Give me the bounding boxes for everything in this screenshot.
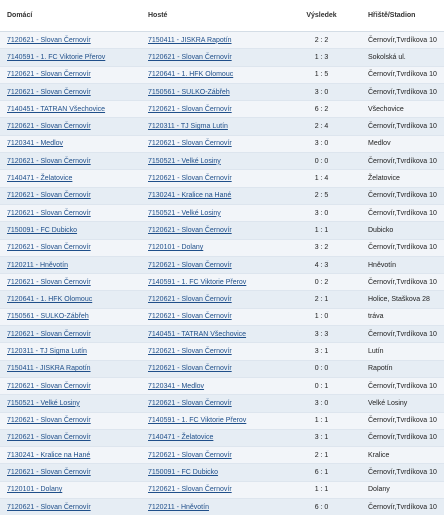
home-team-link[interactable]: 7120621 - Slovan Černovír — [7, 434, 91, 442]
home-team-link[interactable]: 7120621 - Slovan Černovír — [7, 36, 91, 44]
column-header-venue[interactable]: Hřiště/Stadion — [361, 0, 444, 32]
venue-cell: Dolany — [361, 481, 444, 498]
away-cell — [141, 170, 282, 187]
away-cell — [141, 412, 282, 429]
home-cell — [0, 170, 141, 187]
table-row — [0, 222, 444, 239]
away-team-link[interactable]: 7150091 - FC Dubicko — [148, 469, 219, 477]
table-row — [0, 274, 444, 291]
table-row — [0, 66, 444, 83]
table-row — [0, 377, 444, 394]
away-cell — [141, 308, 282, 325]
away-team-link[interactable]: 7150561 - SULKO-Zábřeh — [148, 88, 230, 96]
home-cell — [0, 135, 141, 152]
home-cell — [0, 118, 141, 135]
home-team-link[interactable]: 7120621 - Slovan Černovír — [7, 417, 91, 425]
home-cell — [0, 239, 141, 256]
home-cell — [0, 499, 141, 516]
result-score: 3 : 3 — [282, 326, 361, 343]
home-team-link[interactable]: 7150521 - Velké Losiny — [7, 399, 80, 407]
venue-cell: Černovír,Tvrdíkova 10 — [361, 204, 444, 221]
table-row — [0, 187, 444, 204]
result-score: 4 : 3 — [282, 256, 361, 273]
venue-cell: tráva — [361, 308, 444, 325]
away-team-link[interactable]: 7120621 - Slovan Černovír — [148, 313, 232, 321]
table-row — [0, 499, 444, 516]
home-team-link[interactable]: 7120621 - Slovan Černovír — [7, 244, 91, 252]
home-team-link[interactable]: 7120101 - Dolany — [7, 486, 63, 494]
away-team-link[interactable]: 7120621 - Slovan Černovír — [148, 451, 232, 459]
home-cell — [0, 187, 141, 204]
home-cell — [0, 153, 141, 170]
away-team-link[interactable]: 7120621 - Slovan Černovír — [148, 399, 232, 407]
venue-cell: Černovír,Tvrdíkova 10 — [361, 464, 444, 481]
away-team-link[interactable]: 7120621 - Slovan Černovír — [148, 140, 232, 148]
away-cell — [141, 32, 282, 49]
away-cell — [141, 499, 282, 516]
table-row — [0, 412, 444, 429]
column-header-away[interactable]: Hosté — [141, 0, 282, 32]
away-cell — [141, 481, 282, 498]
venue-cell: Kralice — [361, 447, 444, 464]
venue-cell: Všechovice — [361, 101, 444, 118]
home-cell — [0, 412, 141, 429]
away-team-link[interactable]: 7150411 - JISKRA Rapotín — [148, 36, 232, 44]
venue-cell: Černovír,Tvrdíkova 10 — [361, 274, 444, 291]
away-cell — [141, 204, 282, 221]
result-score: 1 : 5 — [282, 66, 361, 83]
away-team-link[interactable]: 7120211 - Hněvotín — [148, 503, 209, 511]
result-score: 3 : 0 — [282, 395, 361, 412]
venue-cell: Černovír,Tvrdíkova 10 — [361, 66, 444, 83]
column-header-result[interactable]: Výsledek — [282, 0, 361, 32]
away-cell — [141, 343, 282, 360]
result-score: 2 : 4 — [282, 118, 361, 135]
away-team-link[interactable]: 7120621 - Slovan Černovír — [148, 53, 232, 61]
home-team-link[interactable]: 7120621 - Slovan Černovír — [7, 71, 91, 79]
table-row — [0, 256, 444, 273]
venue-cell: Medlov — [361, 135, 444, 152]
away-team-link[interactable]: 7120621 - Slovan Černovír — [148, 261, 232, 269]
table-row — [0, 239, 444, 256]
result-score: 3 : 0 — [282, 83, 361, 100]
result-score: 3 : 1 — [282, 429, 361, 446]
venue-cell: Rapotín — [361, 360, 444, 377]
venue-cell: Velké Losiny — [361, 395, 444, 412]
venue-cell: Lutín — [361, 343, 444, 360]
table-row — [0, 135, 444, 152]
home-cell — [0, 343, 141, 360]
table-row — [0, 32, 444, 49]
result-score: 3 : 2 — [282, 239, 361, 256]
home-team-link[interactable]: 7120621 - Slovan Černovír — [7, 503, 91, 511]
away-cell — [141, 291, 282, 308]
away-team-link[interactable]: 7120621 - Slovan Černovír — [148, 296, 232, 304]
home-cell — [0, 429, 141, 446]
away-cell — [141, 83, 282, 100]
home-cell — [0, 32, 141, 49]
home-team-link[interactable]: 7120341 - Medlov — [7, 140, 64, 148]
home-cell — [0, 101, 141, 118]
venue-cell: Dubicko — [361, 222, 444, 239]
table-row — [0, 204, 444, 221]
away-cell — [141, 118, 282, 135]
result-score: 1 : 1 — [282, 222, 361, 239]
result-score: 3 : 0 — [282, 204, 361, 221]
table-header-row — [0, 0, 444, 32]
venue-cell: Černovír,Tvrdíkova 10 — [361, 187, 444, 204]
venue-cell: Černovír,Tvrdíkova 10 — [361, 153, 444, 170]
away-team-link[interactable]: 7120621 - Slovan Černovír — [148, 175, 232, 183]
home-team-link[interactable]: 7150411 - JISKRA Rapotín — [7, 365, 91, 373]
away-team-link[interactable]: 7130241 - Kralice na Hané — [148, 192, 232, 200]
away-cell — [141, 326, 282, 343]
home-cell — [0, 66, 141, 83]
venue-cell: Černovír,Tvrdíkova 10 — [361, 32, 444, 49]
home-team-link[interactable]: 7140451 - TATRAN Všechovice — [7, 105, 106, 113]
result-score: 1 : 1 — [282, 412, 361, 429]
home-team-link[interactable]: 7120211 - Hněvotín — [7, 261, 68, 269]
home-cell — [0, 447, 141, 464]
venue-cell: Černovír,Tvrdíkova 10 — [361, 377, 444, 394]
result-score: 2 : 1 — [282, 447, 361, 464]
home-cell — [0, 326, 141, 343]
away-team-link[interactable]: 7120621 - Slovan Černovír — [148, 105, 232, 113]
home-team-link[interactable]: 7120621 - Slovan Černovír — [7, 123, 91, 131]
home-cell — [0, 464, 141, 481]
away-team-link[interactable]: 7150521 - Velké Losiny — [148, 209, 221, 217]
home-team-link[interactable]: 7120621 - Slovan Černovír — [7, 278, 91, 286]
away-cell — [141, 377, 282, 394]
result-score: 1 : 3 — [282, 49, 361, 66]
away-cell — [141, 256, 282, 273]
venue-cell: Holice, Staškova 28 — [361, 291, 444, 308]
result-score: 1 : 4 — [282, 170, 361, 187]
away-cell — [141, 429, 282, 446]
home-team-link[interactable]: 7120311 - TJ Sigma Lutín — [7, 347, 87, 355]
home-team-link[interactable]: 7120621 - Slovan Černovír — [7, 382, 91, 390]
result-score: 1 : 1 — [282, 481, 361, 498]
result-score: 6 : 1 — [282, 464, 361, 481]
result-score: 0 : 0 — [282, 360, 361, 377]
away-cell — [141, 101, 282, 118]
home-team-link[interactable]: 7150561 - SULKO-Zábřeh — [7, 313, 89, 321]
result-score: 0 : 0 — [282, 153, 361, 170]
away-team-link[interactable]: 7140471 - Želatovice — [148, 434, 214, 442]
away-team-link[interactable]: 7150521 - Velké Losiny — [148, 157, 221, 165]
results-body — [0, 32, 444, 516]
home-team-link[interactable]: 7140471 - Želatovice — [7, 175, 73, 183]
venue-cell: Černovír,Tvrdíkova 10 — [361, 326, 444, 343]
result-score: 0 : 1 — [282, 377, 361, 394]
away-team-link[interactable]: 7120621 - Slovan Černovír — [148, 486, 232, 494]
table-row — [0, 429, 444, 446]
away-cell — [141, 66, 282, 83]
away-team-link[interactable]: 7120621 - Slovan Černovír — [148, 365, 232, 373]
home-cell — [0, 395, 141, 412]
result-score: 3 : 0 — [282, 135, 361, 152]
away-cell — [141, 49, 282, 66]
venue-cell: Černovír,Tvrdíkova 10 — [361, 83, 444, 100]
away-team-link[interactable]: 7120621 - Slovan Černovír — [148, 226, 232, 234]
home-cell — [0, 481, 141, 498]
away-team-link[interactable]: 7120101 - Dolany — [148, 244, 204, 252]
venue-cell: Černovír,Tvrdíkova 10 — [361, 499, 444, 516]
table-row — [0, 481, 444, 498]
home-cell — [0, 274, 141, 291]
away-team-link[interactable]: 7140451 - TATRAN Všechovice — [148, 330, 247, 338]
home-team-link[interactable]: 7120621 - Slovan Černovír — [7, 469, 91, 477]
home-team-link[interactable]: 7120621 - Slovan Černovír — [7, 88, 91, 96]
away-team-link[interactable]: 7120341 - Medlov — [148, 382, 205, 390]
table-row — [0, 49, 444, 66]
away-cell — [141, 464, 282, 481]
result-score: 2 : 5 — [282, 187, 361, 204]
table-row — [0, 101, 444, 118]
table-row — [0, 464, 444, 481]
away-cell — [141, 447, 282, 464]
home-cell — [0, 360, 141, 377]
home-cell — [0, 377, 141, 394]
table-row — [0, 308, 444, 325]
home-cell — [0, 256, 141, 273]
result-score: 6 : 2 — [282, 101, 361, 118]
away-team-link[interactable]: 7120621 - Slovan Černovír — [148, 347, 232, 355]
away-cell — [141, 360, 282, 377]
away-cell — [141, 153, 282, 170]
home-team-link[interactable]: 7120621 - Slovan Černovír — [7, 330, 91, 338]
venue-cell: Hněvotín — [361, 256, 444, 273]
home-team-link[interactable]: 7140591 - 1. FC Viktorie Přerov — [7, 53, 106, 61]
table-row — [0, 118, 444, 135]
venue-cell: Želatovice — [361, 170, 444, 187]
venue-cell: Černovír,Tvrdíkova 10 — [361, 412, 444, 429]
home-team-link[interactable]: 7120621 - Slovan Černovír — [7, 157, 91, 165]
home-team-link[interactable]: 7120621 - Slovan Černovír — [7, 209, 91, 217]
home-cell — [0, 222, 141, 239]
table-row — [0, 291, 444, 308]
result-score: 3 : 1 — [282, 343, 361, 360]
table-row — [0, 447, 444, 464]
venue-cell: Černovír,Tvrdíkova 10 — [361, 429, 444, 446]
table-row — [0, 83, 444, 100]
away-team-link[interactable]: 7140591 - 1. FC Viktorie Přerov — [148, 278, 247, 286]
home-team-link[interactable]: 7130241 - Kralice na Hané — [7, 451, 91, 459]
result-score: 0 : 2 — [282, 274, 361, 291]
away-team-link[interactable]: 7120311 - TJ Sigma Lutín — [148, 123, 228, 131]
venue-cell: Sokolská ul. — [361, 49, 444, 66]
result-score: 1 : 0 — [282, 308, 361, 325]
home-team-link[interactable]: 7150091 - FC Dubicko — [7, 226, 78, 234]
home-cell — [0, 83, 141, 100]
table-row — [0, 153, 444, 170]
result-score: 6 : 0 — [282, 499, 361, 516]
table-row — [0, 343, 444, 360]
venue-cell: Černovír,Tvrdíkova 10 — [361, 118, 444, 135]
away-cell — [141, 395, 282, 412]
table-row — [0, 170, 444, 187]
result-score: 2 : 1 — [282, 291, 361, 308]
result-score: 2 : 2 — [282, 32, 361, 49]
home-team-link[interactable]: 7120641 - 1. HFK Olomouc — [7, 296, 93, 304]
away-cell — [141, 187, 282, 204]
home-cell — [0, 49, 141, 66]
home-team-link[interactable]: 7120621 - Slovan Černovír — [7, 192, 91, 200]
away-cell — [141, 222, 282, 239]
venue-cell: Černovír,Tvrdíkova 10 — [361, 239, 444, 256]
home-cell — [0, 204, 141, 221]
away-cell — [141, 135, 282, 152]
table-row — [0, 360, 444, 377]
home-cell — [0, 291, 141, 308]
table-row — [0, 326, 444, 343]
home-cell — [0, 308, 141, 325]
away-team-link[interactable]: 7120641 - 1. HFK Olomouc — [148, 71, 234, 79]
column-header-home[interactable]: Domácí — [0, 0, 141, 32]
away-team-link[interactable]: 7140591 - 1. FC Viktorie Přerov — [148, 417, 247, 425]
table-row — [0, 395, 444, 412]
away-cell — [141, 239, 282, 256]
away-cell — [141, 274, 282, 291]
